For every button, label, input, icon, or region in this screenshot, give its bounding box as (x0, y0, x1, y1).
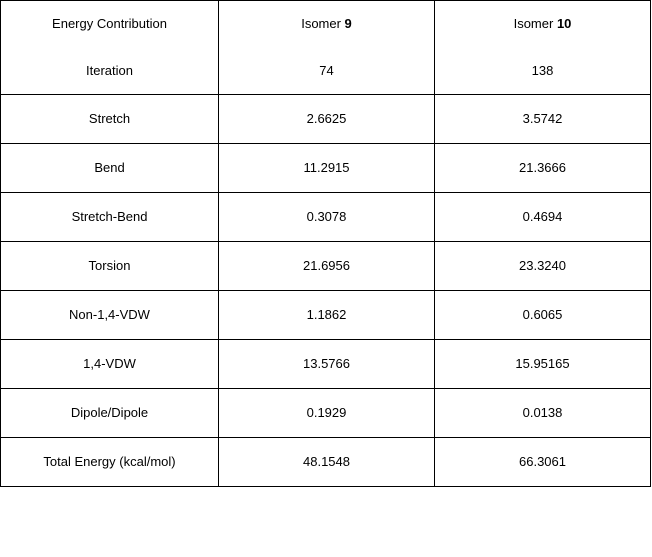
row-label-stretch: Stretch (1, 95, 219, 144)
table-row (1, 47, 651, 95)
row-value-total-energy-isomer-10: 66.3061 (435, 438, 651, 487)
row-value-bend-isomer-10: 21.3666 (435, 144, 651, 193)
row-value-dipole-dipole-isomer-10: 0.0138 (435, 389, 651, 438)
header-cell-isomer-10 (435, 1, 651, 48)
row-value-non-14-vdw-isomer-10: 0.6065 (435, 291, 651, 340)
header-label-energy-contribution: Energy Contribution (52, 16, 167, 32)
row-value-dipole-dipole-isomer-9: 0.1929 (219, 389, 435, 438)
row-label-stretch-bend: Stretch-Bend (1, 193, 219, 242)
row-label-iteration: Iteration (1, 47, 219, 95)
table-row (1, 144, 651, 193)
table-row-total (1, 438, 651, 487)
table-row (1, 193, 651, 242)
row-value-14-vdw-isomer-10: 15.95165 (435, 340, 651, 389)
header-cell-isomer-9 (219, 1, 435, 48)
header-label-isomer-a-number: 9 (344, 16, 352, 32)
header-label-isomer-b-prefix: Isomer (513, 16, 557, 32)
row-value-torsion-isomer-10: 23.3240 (435, 242, 651, 291)
row-label-non-14-vdw: Non-1,4-VDW (1, 291, 219, 340)
row-value-stretch-bend-isomer-9: 0.3078 (219, 193, 435, 242)
row-label-torsion: Torsion (1, 242, 219, 291)
row-value-stretch-bend-isomer-10: 0.4694 (435, 193, 651, 242)
row-label-total-energy: Total Energy (kcal/mol) (1, 438, 219, 487)
row-value-torsion-isomer-9: 21.6956 (219, 242, 435, 291)
table-row (1, 340, 651, 389)
row-value-iteration-isomer-9: 74 (219, 47, 435, 95)
row-value-bend-isomer-9: 11.2915 (219, 144, 435, 193)
table-row (1, 95, 651, 144)
table-row (1, 389, 651, 438)
table-header-row (1, 1, 651, 48)
row-value-non-14-vdw-isomer-9: 1.1862 (219, 291, 435, 340)
header-label-isomer-a-prefix: Isomer (301, 16, 345, 32)
row-label-dipole-dipole: Dipole/Dipole (1, 389, 219, 438)
row-label-14-vdw: 1,4-VDW (1, 340, 219, 389)
row-value-14-vdw-isomer-9: 13.5766 (219, 340, 435, 389)
header-cell-energy-contribution (1, 1, 219, 48)
header-label-isomer-b-number: 10 (556, 16, 572, 32)
row-value-stretch-isomer-9: 2.6625 (219, 95, 435, 144)
table-row (1, 291, 651, 340)
row-value-total-energy-isomer-9: 48.1548 (219, 438, 435, 487)
row-label-bend: Bend (1, 144, 219, 193)
row-value-iteration-isomer-10: 138 (435, 47, 651, 95)
row-value-stretch-isomer-10: 3.5742 (435, 95, 651, 144)
table-row (1, 242, 651, 291)
